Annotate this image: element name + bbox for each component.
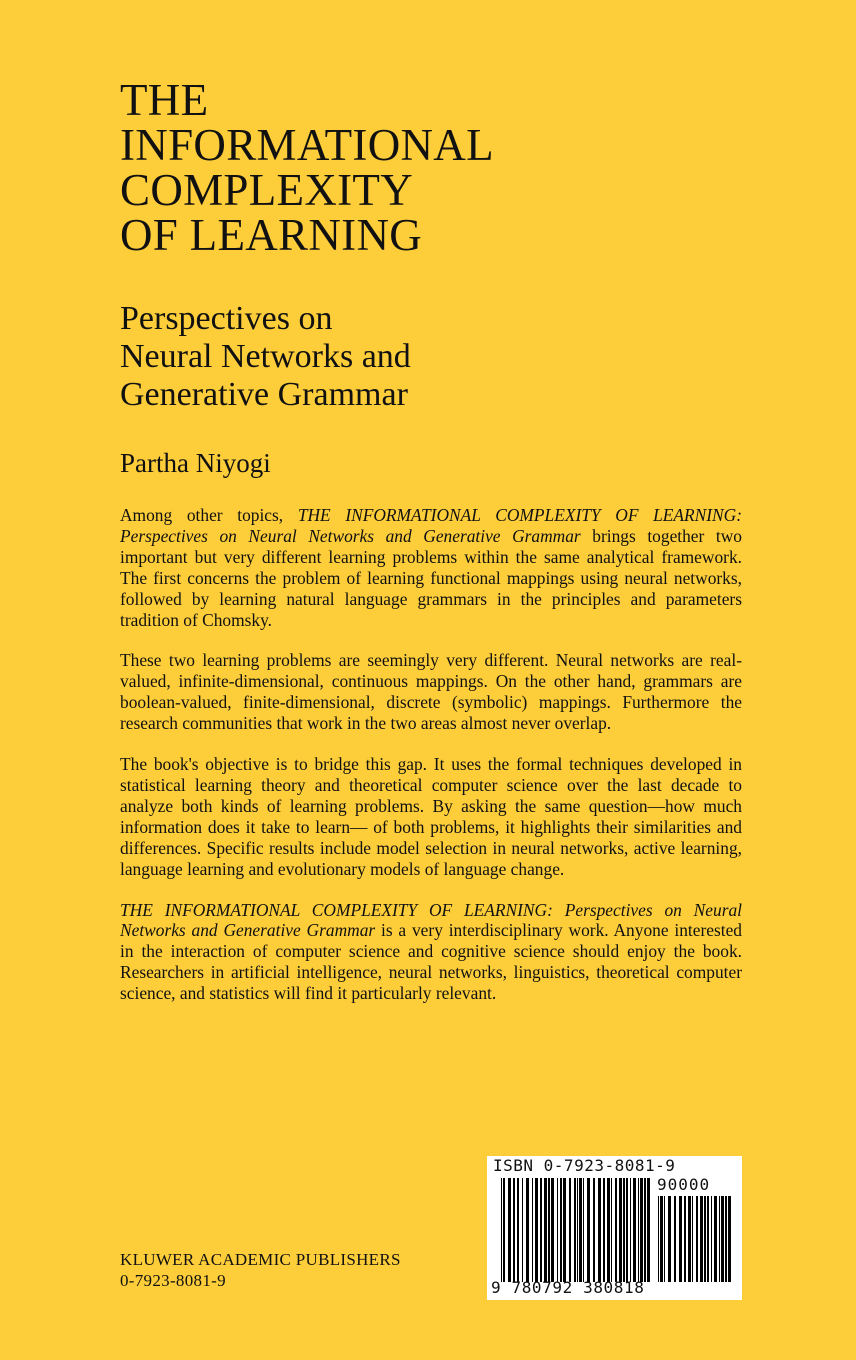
barcode-bar (522, 1178, 523, 1282)
title-line: THE (120, 75, 209, 125)
barcode-bar (611, 1178, 612, 1282)
barcode-ean-number: 9 780792 380818 (491, 1278, 645, 1297)
blurb (120, 505, 742, 1024)
barcode-bar (707, 1196, 709, 1282)
isbn-barcode (487, 1156, 742, 1300)
barcode-bar (557, 1178, 558, 1282)
barcode-bar (658, 1196, 659, 1282)
title-line: INFORMATIONAL (120, 120, 494, 170)
barcode-bar (668, 1196, 671, 1282)
title-line: COMPLEXITY (120, 165, 413, 215)
barcode-bar (728, 1196, 731, 1282)
barcode-bar (660, 1196, 663, 1282)
barcode-bar (563, 1178, 566, 1282)
barcode-bar (569, 1178, 571, 1282)
barcode-bar (674, 1196, 676, 1282)
barcode-bar (508, 1178, 511, 1282)
barcode-bar (630, 1178, 631, 1282)
blurb-paragraph-2: These two learning problems are seemingly very different. Neural networks are real-valued, infinite-dimensional, continuous mappings. On the other hand, grammars are boolean-valued, finite-dimensional, discrete (symbolic) mappings. Furthermore the research communities that work in the two areas almost never overlap. (120, 650, 742, 734)
subtitle-line: Generative Grammar (120, 376, 408, 413)
barcode-bar (513, 1178, 515, 1282)
p1-rest: brings together two important but very different learning problems within the same analytical framework. The first concerns the problem of learning functional mappings using neural networks, followed by learning natural language grammars in the principles and parameters tradition of Chomsky. (120, 525, 742, 630)
publisher-name: KLUWER ACADEMIC PUBLISHERS (120, 1250, 401, 1269)
subtitle-line: Perspectives on (120, 300, 333, 337)
barcode-bar (688, 1196, 691, 1282)
barcode-bar (598, 1178, 601, 1282)
publisher-block (120, 1249, 401, 1291)
barcode-bar (719, 1196, 720, 1282)
barcode-bar (721, 1196, 724, 1282)
barcode-bar (644, 1178, 646, 1282)
barcode-bar (638, 1178, 639, 1282)
barcode-bar (501, 1178, 502, 1282)
barcode-bar (579, 1178, 582, 1282)
barcode-bar (700, 1196, 703, 1282)
barcode-bar (517, 1178, 519, 1282)
blurb-paragraph-3: The book's objective is to bridge this gap. It uses the formal techniques developed in statistical learning theory and theoretical computer science over the last decade to analyze both kinds of learning problems. By asking the same question—how much information does it take to learn— of both problems, it highlights their similarities and differences. Specific results include model selection in neural networks, active learning, language learning and evolutionary models of language change. (120, 754, 742, 879)
barcode-bar (503, 1178, 505, 1282)
barcode-bar (623, 1178, 625, 1282)
barcode-bar (574, 1178, 576, 1282)
barcode-bar (607, 1178, 610, 1282)
blurb-paragraph-1 (120, 505, 742, 630)
barcode-bar (544, 1178, 547, 1282)
barcode-bar (684, 1196, 686, 1282)
barcode-bar (593, 1178, 595, 1282)
barcode-bar (633, 1178, 636, 1282)
author-name: Partha Niyogi (120, 448, 271, 478)
barcode-bar (725, 1196, 727, 1282)
barcode-bar (664, 1196, 665, 1282)
barcode-bar (577, 1178, 578, 1282)
p1-lead: Among other topics, (120, 505, 298, 525)
barcode-bar (679, 1196, 682, 1282)
barcode-bar (535, 1178, 538, 1282)
barcode-bar (583, 1178, 584, 1282)
barcode-bar (714, 1196, 717, 1282)
barcode-price-code: 90000 (657, 1175, 711, 1194)
blurb-paragraph-4 (120, 900, 742, 1005)
barcode-bar (526, 1178, 529, 1282)
barcode-bar (548, 1178, 550, 1282)
barcode-bar (540, 1178, 542, 1282)
barcode-bar (704, 1196, 706, 1282)
barcode-bar (560, 1178, 562, 1282)
p4-title-italic: THE INFORMATIONAL COMPLEXITY OF LEARNING: Perspectives on Neural Networks and Generative Grammar (120, 899, 742, 941)
barcode-bar (551, 1178, 554, 1282)
barcode-bar (587, 1178, 590, 1282)
title-line: OF LEARNING (120, 210, 423, 260)
barcode-bar (692, 1196, 693, 1282)
barcode-bar (626, 1178, 628, 1282)
barcode-isbn-label: ISBN 0-7923-8081-9 (493, 1156, 676, 1175)
book-subtitle (120, 300, 780, 414)
book-title (120, 75, 780, 260)
publisher-isbn: 0-7923-8081-9 (120, 1271, 226, 1290)
barcode-bar (711, 1196, 712, 1282)
barcode-bar (532, 1178, 533, 1282)
p4-rest: is a very interdisciplinary work. Anyone interested in the interaction of computer science and cognitive science should enjoy the book. Researchers in artificial intelligence, neural networks, linguistics, theoretical computer science, and statistics will find it particularly relevant. (120, 920, 742, 1004)
p1-title-italic: THE INFORMATIONAL COMPLEXITY OF LEARNING: Perspectives on Neural Networks and Generative Grammar (120, 505, 742, 546)
barcode-bar (696, 1196, 698, 1282)
barcode-bar (619, 1178, 622, 1282)
barcode-bar (640, 1178, 643, 1282)
barcode-bar (603, 1178, 605, 1282)
barcode-bar (647, 1178, 650, 1282)
subtitle-line: Neural Networks and (120, 338, 411, 375)
barcode-bar (615, 1178, 617, 1282)
